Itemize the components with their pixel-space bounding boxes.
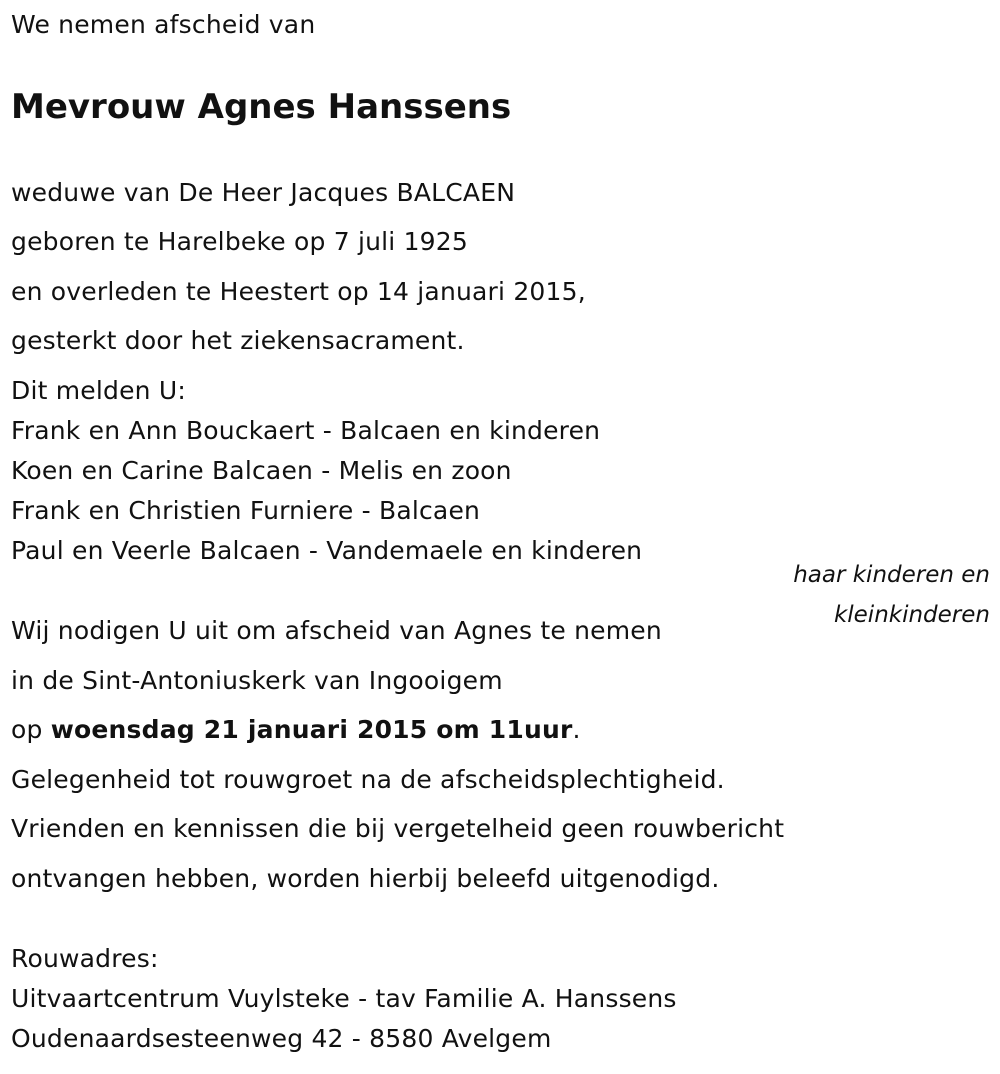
- address-line1: Uitvaartcentrum Vuylsteke - tav Familie A. Hanssens: [11, 984, 677, 1013]
- deceased-name: Mevrouw Agnes Hanssens: [11, 87, 512, 127]
- family-line: Frank en Ann Bouckaert - Balcaen en kinderen: [11, 416, 601, 445]
- detail-widow: weduwe van De Heer Jacques BALCAEN: [11, 178, 516, 207]
- family-line: Paul en Veerle Balcaen - Vandemaele en kinderen: [11, 536, 643, 565]
- invitation-date: [11, 715, 581, 745]
- date-bold: woensdag 21 januari 2015 om 11uur: [50, 715, 573, 744]
- announcers-heading: Dit melden U:: [11, 376, 186, 405]
- invitation-invited: ontvangen hebben, worden hierbij beleefd uitgenodigd.: [11, 864, 720, 893]
- date-prefix: op: [11, 715, 51, 744]
- invitation-line: Wij nodigen U uit om afscheid van Agnes te nemen: [11, 616, 662, 645]
- side-note-line1: haar kinderen en: [793, 562, 990, 588]
- address-line2: Oudenaardsesteenweg 42 - 8580 Avelgem: [11, 1024, 552, 1053]
- date-suffix: .: [572, 715, 581, 744]
- invitation-church: in de Sint-Antoniuskerk van Ingooigem: [11, 666, 503, 695]
- side-note-line2: kleinkinderen: [833, 602, 990, 628]
- invitation-friends: Vrienden en kennissen die bij vergetelheid geen rouwbericht: [11, 814, 785, 843]
- intro-text: We nemen afscheid van: [11, 10, 316, 39]
- detail-born: geboren te Harelbeke op 7 juli 1925: [11, 227, 468, 256]
- family-line: Koen en Carine Balcaen - Melis en zoon: [11, 456, 512, 485]
- address-heading: Rouwadres:: [11, 944, 159, 973]
- detail-sacrament: gesterkt door het ziekensacrament.: [11, 326, 465, 355]
- detail-died: en overleden te Heestert op 14 januari 2015,: [11, 277, 586, 306]
- family-line: Frank en Christien Furniere - Balcaen: [11, 496, 481, 525]
- invitation-condolence: Gelegenheid tot rouwgroet na de afscheidsplechtigheid.: [11, 765, 725, 794]
